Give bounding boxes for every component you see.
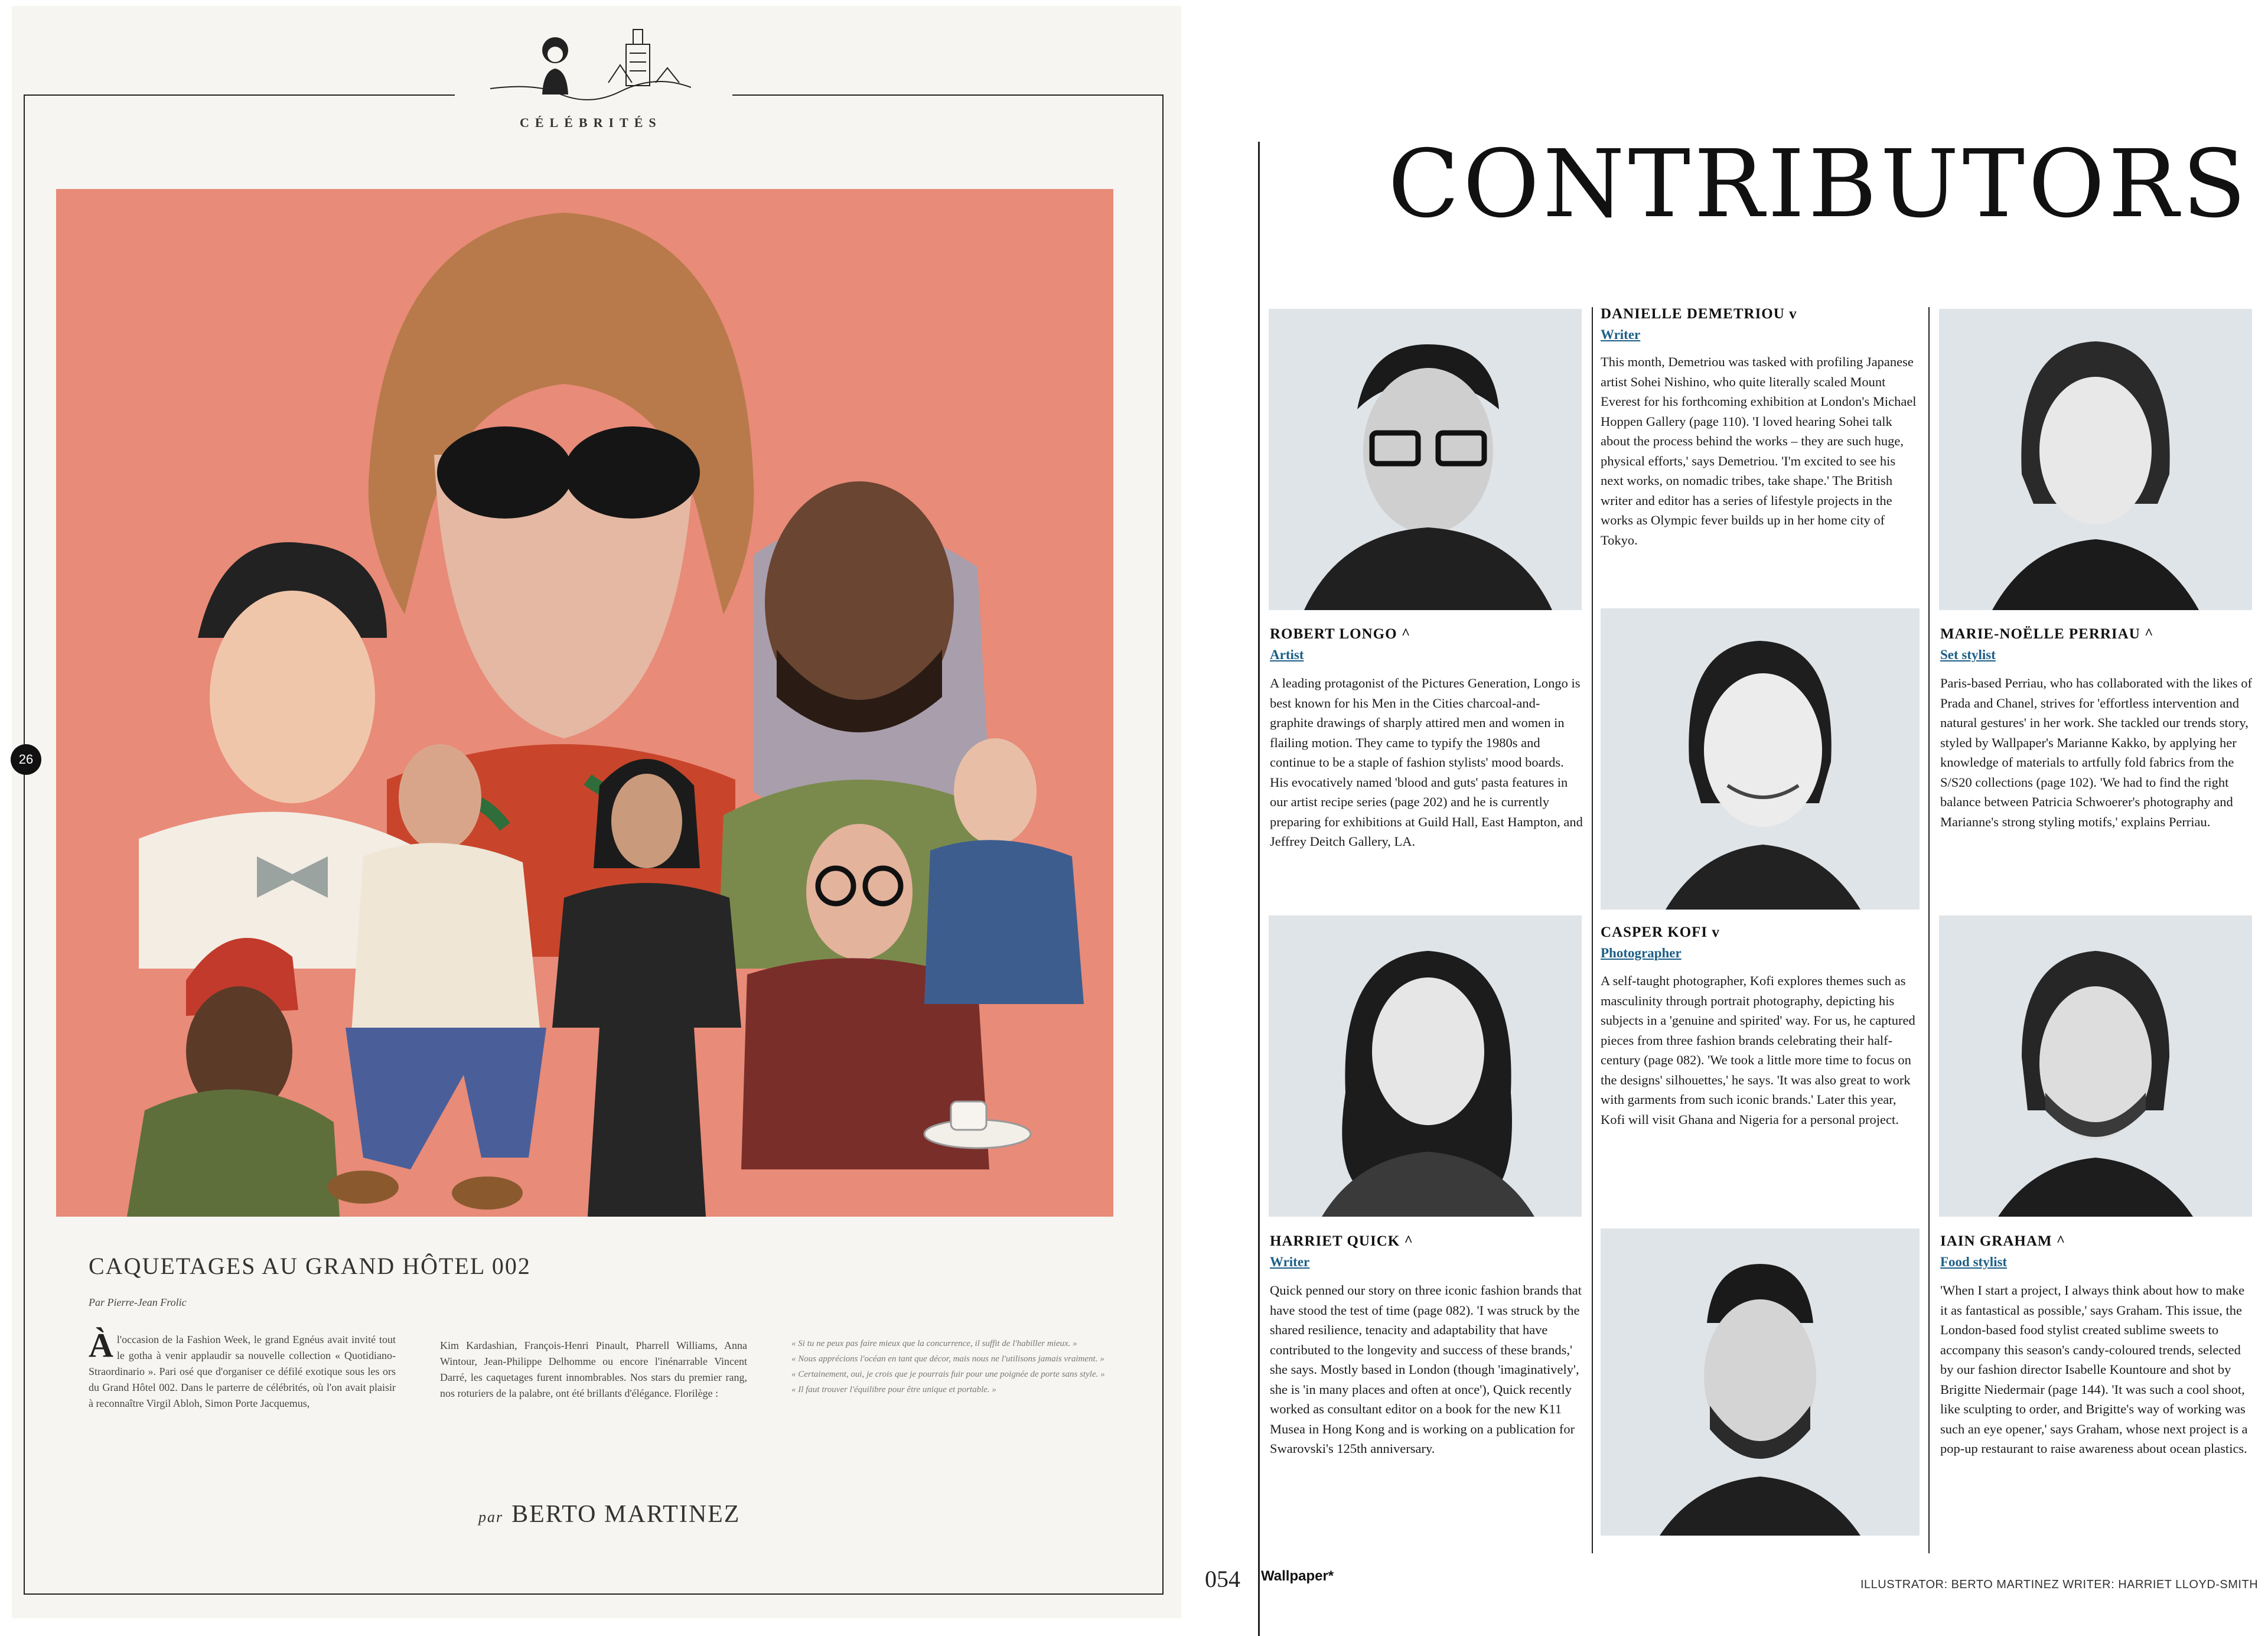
quote: « Il faut trouver l'équilibre pour être unique et portable. » bbox=[791, 1385, 996, 1394]
magazine-logo: Wallpaper* bbox=[1261, 1568, 1334, 1584]
arrow-down-icon: v bbox=[1712, 924, 1720, 940]
page-title: CONTRIBUTORS bbox=[1388, 130, 2250, 239]
arrow-up-icon: ^ bbox=[2145, 626, 2154, 642]
quote: « Si tu ne peux pas faire mieux que la concurrence, il suffit de l'habiller mieux. » bbox=[791, 1339, 1077, 1348]
harriet-quick-portrait bbox=[1269, 915, 1582, 1217]
article-column-2: Kim Kardashian, François-Henri Pinault, Pharrell Williams, Anna Wintour, Jean-Philippe Delhomme ou encore l'inénarrable Vincent Darré, les caquetages furent innombrables. Nos stars du premier rang, nos roturiers de la palabre, ont été brillants d'élégance. Florilège : bbox=[440, 1340, 747, 1399]
contributor-name-robert-longo: ROBERT LONGO ^ bbox=[1270, 626, 1411, 642]
quote: « Nous apprécions l'océan en tant que décor, mais nous ne l'utilisons jamais vraiment. » bbox=[791, 1354, 1104, 1364]
robert-longo-portrait bbox=[1269, 309, 1582, 610]
contributor-bio: A self-taught photographer, Kofi explores themes such as masculinity through portrait photography, depicting his subjects in a 'genuine and spirited' way. For us, he captured pieces from three fashion brands celebrating their half-century (page 082). 'We took a little more time to focus on the designs' silhouettes,' he says. 'It was also great to work with garments from such iconic brands.' Later this year, Kofi will visit Ghana and Nigeria for a personal project. bbox=[1601, 973, 1915, 1127]
iain-graham-portrait bbox=[1939, 915, 2252, 1217]
contributor-role-link[interactable]: Set stylist bbox=[1940, 647, 1996, 662]
drop-cap: À bbox=[89, 1326, 113, 1364]
page-number: 054 bbox=[1205, 1566, 1240, 1592]
woman-figure-icon bbox=[542, 37, 568, 94]
arrow-up-icon: ^ bbox=[2056, 1233, 2066, 1249]
article-column-1: Àl'occasion de la Fashion Week, le grand Egnéus avait invité tout le gotha à venir applaudir sa nouvelle collection « Quotidiano-Straordinario ». Pari osé que d'organiser ce défilé exotique sous les ors du Grand Hôtel 002. Dans le parterre de célébrités, où l'on avait plaisir à reconnaître Virgil Abloh, Simon Porte Jacquemus, bbox=[89, 1326, 396, 1409]
contributor-name-danielle-demetriou: DANIELLE DEMETRIOU v bbox=[1601, 306, 1797, 322]
contributor-role-link[interactable]: Photographer bbox=[1601, 946, 1682, 960]
danielle-demetriou-portrait bbox=[1601, 608, 1920, 910]
contributor-name-iain-graham: IAIN GRAHAM ^ bbox=[1940, 1233, 2066, 1249]
column-divider bbox=[1592, 307, 1593, 1553]
contributor-bio: A leading protagonist of the Pictures Generation, Longo is best known for his Men in the Cities charcoal-and-graphite drawings of sharply attired men and women in flailing motion. They came to typify the 1980s and continue to be a staple of fashion stylists' mood boards. His evocatively named 'blood and guts' pasta features in our artist recipe series (page 202) and he is currently preparing for exhibitions at Guild Hall, East Hampton, and Jeffrey Deitch Gallery, LA. bbox=[1270, 676, 1583, 849]
contributor-role-link[interactable]: Writer bbox=[1270, 1254, 1310, 1269]
contributor-bio: Quick penned our story on three iconic fashion brands that have stood the test of time (page 082). 'I was struck by the shared resilience, tenacity and adaptability that have contributed to the longevity and success of these brands,' she says. Mostly based in London (though 'imaginatively', she is 'in many places and often at once'), Quick recently worked as consultant editor on a book for the new K11 Musea in Hong Kong and is working on a publication for Swarovski's 125th anniversary. bbox=[1270, 1283, 1582, 1456]
quotes-column bbox=[791, 1336, 1110, 1397]
article-title: CAQUETAGES AU GRAND HÔTEL 002 bbox=[89, 1253, 531, 1279]
celebrity-illustration bbox=[56, 189, 1149, 1217]
contributor-name-marie-noelle-perriau: MARIE-NOËLLE PERRIAU ^ bbox=[1940, 626, 2154, 642]
contributor-role-link[interactable]: Artist bbox=[1270, 647, 1304, 662]
header-illustration bbox=[490, 18, 691, 106]
article-byline: Par Pierre-Jean Frolic bbox=[89, 1296, 187, 1308]
casper-kofi-portrait bbox=[1601, 1228, 1920, 1536]
quote: « Certainement, oui, je crois que je pourrais fuir pour une poignée de porte sans style. » bbox=[791, 1370, 1105, 1379]
contributor-role-link[interactable]: Food stylist bbox=[1940, 1254, 2008, 1269]
contributor-bio: 'When I start a project, I always think about how to make it as fantastical as possible,' says Graham. This issue, the London-based food stylist created sublime sweets to accompany this season's candy-coloured trends, selected by our fashion director Isabelle Kountoure and shot by Brigitte Niedermair (page 144). 'It was such a cool shoot, like sculpting to order, and Brigitte's way of working was such an eye opener,' says Graham, whose next project is a pop-up restaurant to raise awareness about ocean plastics. bbox=[1940, 1283, 2248, 1456]
marie-noelle-perriau-portrait bbox=[1939, 309, 2252, 610]
contributor-name-harriet-quick: HARRIET QUICK ^ bbox=[1270, 1233, 1413, 1249]
contributor-name-casper-kofi: CASPER KOFI v bbox=[1601, 924, 1720, 940]
column-divider bbox=[1928, 307, 1930, 1553]
arrow-up-icon: ^ bbox=[1401, 626, 1411, 642]
contributor-role-link[interactable]: Writer bbox=[1601, 327, 1641, 342]
arrow-down-icon: v bbox=[1789, 306, 1797, 322]
page-rule bbox=[1258, 142, 1260, 1636]
page-credits: ILLUSTRATOR: BERTO MARTINEZ WRITER: HARRIET LLOYD-SMITH bbox=[1860, 1578, 2259, 1591]
section-heading: CÉLÉBRITÉS bbox=[520, 115, 662, 130]
page-number-badge: 26 bbox=[11, 744, 41, 775]
illustrator-signature: par BERTO MARTINEZ bbox=[478, 1501, 741, 1528]
arrow-up-icon: ^ bbox=[1404, 1233, 1413, 1249]
contributor-bio: This month, Demetriou was tasked with profiling Japanese artist Sohei Nishino, who quite literally scaled Mount Everest for his forthcoming exhibition at London's Michael Hoppen Gallery (page 110). 'I loved hearing Sohei talk about the process behind the works – they are such huge, physical efforts,' says Demetriou. 'I'm excited to see his next works, on nomadic tribes, take shape.' The British writer and editor has a series of lifestyle projects in the works as Olympic fever builds up in her home city of Tokyo. bbox=[1601, 354, 1917, 547]
contributor-bio: Paris-based Perriau, who has collaborated with the likes of Prada and Chanel, strives for 'effortless intervention and natural gestures' in her work. She tackled our trends story, styled by Wallpaper's Marianne Kakko, by applying her knowledge of materials to artfully fold fabrics from the S/S20 collections (page 102). 'We had to find the right balance between Patricia Schwoerer's photography and Marianne's strong styling motifs,' explains Perriau. bbox=[1940, 676, 2252, 829]
